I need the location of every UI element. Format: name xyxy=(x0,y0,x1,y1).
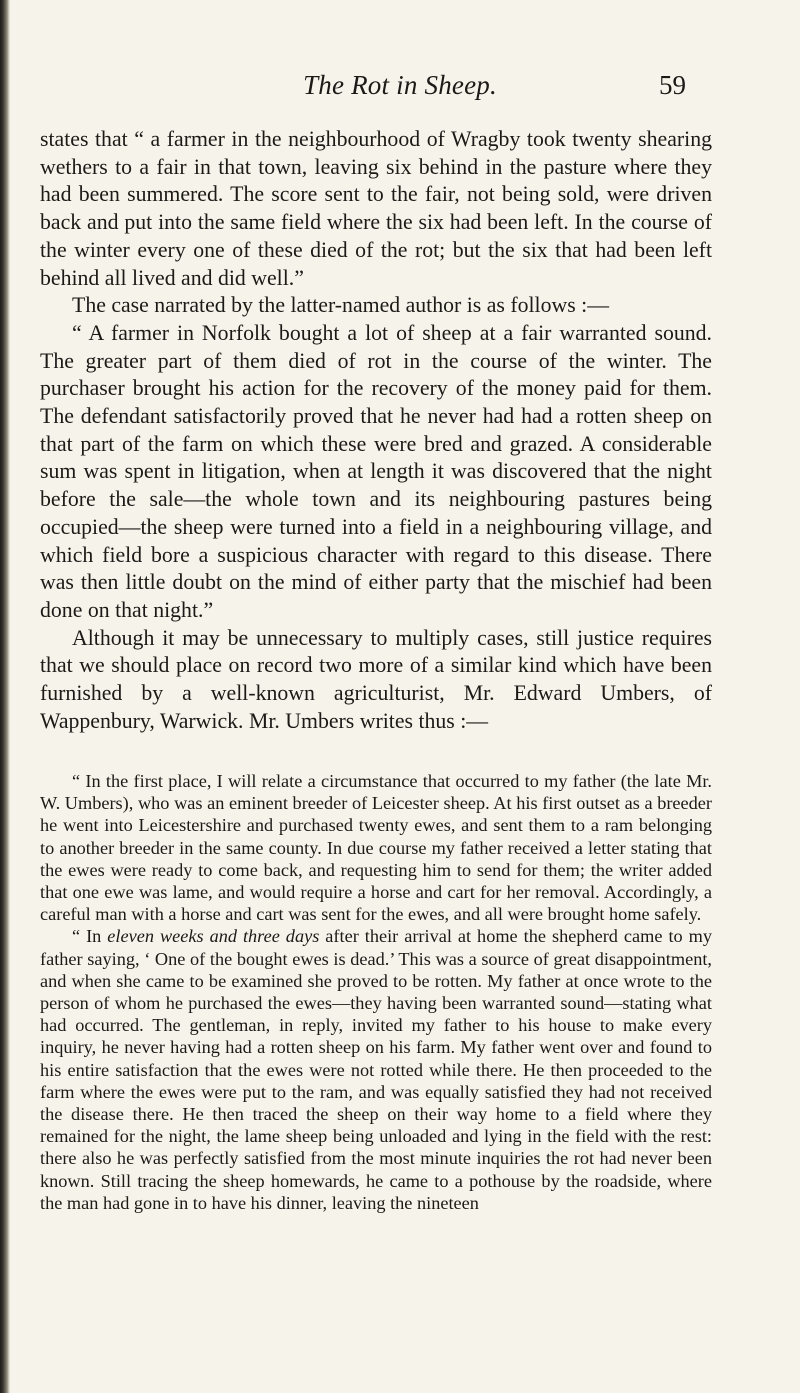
paragraph-umbers-intro: Although it may be unnecessary to multiply cases, still justice requires that we should place on record two more of a similar kind which have been furnished by a well-known agriculturist, Mr. Edward Umbers, of Wappenbury, Warwick. Mr. Umbers writes thus :— xyxy=(40,625,712,733)
quote-paragraph-1: “ In the first place, I will relate a circumstance that occurred to my father (the late Mr. W. Umbers), who was an eminent breeder of Leicester sheep. At his first outset as a breeder he went into Leicestershire and purchased twenty ewes, and sent them to a ram belonging to another breeder in the same county. In due course my father received a letter stating that the ewes were ready to come back, and requesting him to send for them; the writer added that one ewe was lame, and would require a horse and cart for her removal. Accordingly, a careful man with a horse and cart was sent for the ewes, and all were brought home safely. xyxy=(40,771,712,925)
paragraph-norfolk-case: “ A farmer in Norfolk bought a lot of sheep at a fair warranted sound. The greater part of them died of rot in the course of the winter. The purchaser brought his action for the recovery of the money paid for them. The defendant satisfactorily proved that he never had had a rotten sheep on that part of the farm on which these were bred and grazed. A considerable sum was spent in litigation, when at length it was discovered that the night before the sale—the whole town and its neighbouring pastures being occupied—the sheep were turned into a field in a neighbouring village, and which field bore a suspicious character with regard to this disease. There was then little doubt on the mind of either party that the mischief had been done on that night.” xyxy=(40,320,712,622)
quote-paragraph-2-rest: after their arrival at home the shepherd came to my father saying, ‘ One of the bought ewes is dead.’ This was a source of great disappointment, and when she came to be examined she proved to be rotten. My father at once wrote to the person of whom he purchased the ewes—they having been warranted sound—stating what had occurred. The gentleman, in reply, invited my father to his house to make every inquiry, he never having had a rotten sheep on his farm. My father went over and found to his entire satisfaction that the ewes were not rotted while there. He then proceeded to the farm where the ewes were put to the ram, and was equally satisfied they had not received the disease there. He then traced the sheep on their way home to a field where they remained for the night, the lame sheep being unloaded and lying in the field with the rest: there also he was perfectly satisfied from the most minute inquiries the rot had never been known. Still tracing the sheep homewards, he came to a pothouse by the roadside, where the man had gone in to have his dinner, leaving the nineteen xyxy=(40,926,712,1213)
page-number: 59 xyxy=(659,70,686,100)
paragraph-case-intro: The case narrated by the latter-named author is as follows :— xyxy=(72,293,610,318)
quote-paragraph-2 xyxy=(40,925,712,1214)
page-binding-edge xyxy=(0,0,10,1393)
main-text xyxy=(40,126,712,735)
page-header xyxy=(120,70,686,106)
quote-paragraph-2-open: “ In xyxy=(72,926,108,947)
paragraph-continuation: states that “ a farmer in the neighbourhood of Wragby took twenty shearing wethers to a fair in that town, leaving six behind in the pasture where they had been summered. The score sent to the fair, not being sold, were driven back and put into the same field where the six had been left. In the course of the winter every one of these died of the rot; but the six that had been left behind all lived and did well.” xyxy=(40,127,712,290)
running-title: The Rot in Sheep. xyxy=(303,70,497,100)
umbers-letter-quote xyxy=(40,770,712,1214)
quote-emphasis-duration: eleven weeks and three days xyxy=(107,926,320,947)
